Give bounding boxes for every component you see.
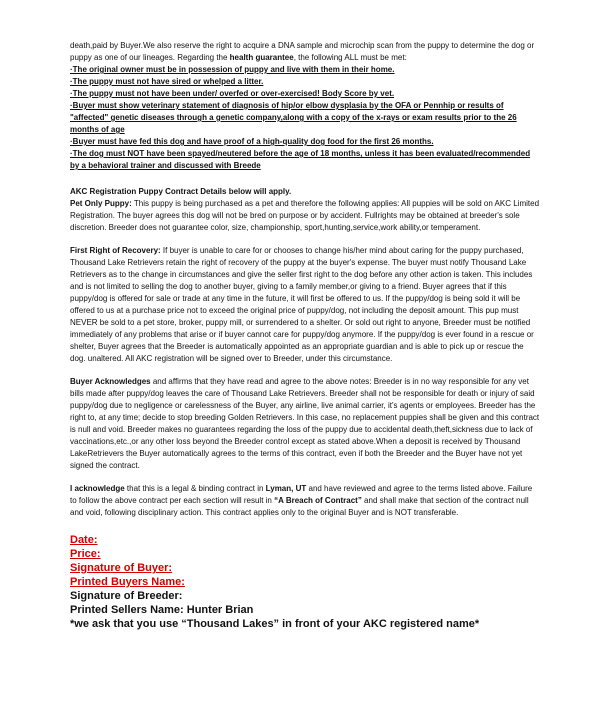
intro-paragraph (70, 40, 540, 64)
acknowledge-text-2: and have reviewed and agree to the terms listed above. Failure to follow the above contract per each section will result in (70, 484, 533, 505)
health-conditions-list (70, 64, 540, 172)
condition-item: ·The puppy must not have been under/ overfed or over-exercised! Body Score by vet. (70, 89, 395, 98)
recovery-paragraph (70, 245, 540, 365)
signature-block (70, 533, 540, 631)
health-guarantee-label: health guarantee (229, 53, 294, 62)
intro-text-1: death,paid by Buyer.We also reserve the right to acquire a DNA sample and microchip scan from the puppy to determine the dog or puppy as one of our lineages. Regarding the (70, 41, 535, 62)
intro-text-2: , the following ALL must be met: (293, 53, 407, 62)
acknowledges-text: and affirms that they have read and agree to the above notes: Breeder is in no way responsible for any vet bills made after puppy/dog leaves the care of Thousand Lake Retrievers. Breeder shall not be responsible for death or injury of said puppy/dog due to negligence or carelessness of the Buyer, any airline, live animal carrier, it's agents or employees. Breeder has the right to, at any time; decide to stop breeding Golden Retrievers. In this case, no replacement puppies shall be given and this contract is null and void. Breeder makes no guarantees regarding the loss of the puppy due to accidental death,theft,sickness due to lack of vaccinations,etc.,or any other loss beyond the Breeder control except as stated above.When a deposit is received by Thousand LakeRetrievers the Buyer automatically agrees to the terms of this contract, even if both the Breeder and the Buyer have not yet signed the contract. (70, 377, 540, 470)
condition-item: ·The puppy must not have sired or whelped a litter. (70, 77, 264, 86)
acknowledge-text-1: that this is a legal & binding contract in (124, 484, 266, 493)
akc-heading: AKC Registration Puppy Contract Details below will apply. (70, 187, 292, 196)
condition-item: ·Buyer must show veterinary statement of diagnosis of hip/or elbow dysplasia by the OFA or Pennhip or results of "affected" genetic diseases through a genetic company,along with a copy of the x-rays or exam results prior to the 26 months of age (70, 101, 517, 134)
pet-only-paragraph (70, 198, 540, 234)
recovery-text: If buyer is unable to care for or chooses to change his/her mind about caring for the puppy purchased, Thousand Lake Retrievers retain the right of recovery of the puppy at the buyer's expense. The buyer must notify Thousand Lake Retrievers as to the change in circumstances and give the seller first right to the dog before any other action is taken. This includes and is not limited to selling the dog to another buyer, giving to a family member,or giving to a friend. Buyer agrees that if this puppy/dog is offered for sale or trade at any time in the future, it will first be offered to us. If the puppy/dog is being sold it will be offered to us at a purchase price not to exceed the original price of puppy/dog, not including the deposit amount. This pup must NEVER be sold to a pet store, broker, puppy mill, or surrendered to a shelter. Or sold out right to anyone, Breeder must be notified immediately of any problems that arise or if buyer cannot care for puppy/dog anymore. If the puppy/dog is ever found in a rescue or shelter, Buyer agrees that the Breeder is automatically appointed as an appropriate guardian and is able to pick up or rescue the dog. unaltered. All AKC registration will be signed over to Breeder, under this circumstance. (70, 246, 534, 363)
pet-only-label: Pet Only Puppy: (70, 199, 132, 208)
condition-item: ·The original owner must be in possession of puppy and live with them in their home. (70, 65, 395, 74)
pet-only-text: This puppy is being purchased as a pet and therefore the following applies: All puppies will be sold on AKC Limited Registration. The buyer agrees this dog will not be bred on purpose or by accident. Fullrights may be obtained at breeder's sole discretion. Breeder does not guarantee color, size, championship, sport,hunting,service,work ability,or temperament. (70, 199, 540, 232)
condition-item: ·The dog must NOT have been spayed/neutered before the age of 18 months, unless it has been evaluated/recommended by a behavioral trainer and discussed with Breede (70, 149, 531, 170)
contract-page (70, 40, 540, 631)
acknowledge-label: I acknowledge (70, 484, 125, 493)
condition-item: ·Buyer must have fed this dog and have proof of a high-quality dog food for the first 26 months. (70, 137, 434, 146)
seller-name-label: Printed Sellers Name: Hunter Brian (70, 604, 254, 616)
breeder-signature-label: Signature of Breeder: (70, 590, 183, 602)
breach-label: “A Breach of Contract” (274, 496, 362, 505)
date-field-label: Date: (70, 534, 98, 546)
acknowledges-paragraph (70, 376, 540, 472)
acknowledges-label: Buyer Acknowledges (70, 377, 151, 386)
registration-note: *we ask that you use “Thousand Lakes” in front of your AKC registered name* (70, 618, 480, 630)
location: Lyman, UT (265, 484, 307, 493)
acknowledge-text-3: and shall make that section of the contract null and void, following disciplinary action. This contract applies only to the original Buyer and is NOT transferable. (70, 496, 529, 517)
legal-acknowledge-paragraph (70, 483, 540, 519)
buyer-name-label: Printed Buyers Name: (70, 576, 185, 588)
price-field-label: Price: (70, 548, 101, 560)
buyer-signature-label: Signature of Buyer: (70, 562, 173, 574)
recovery-label: First Right of Recovery: (70, 246, 161, 255)
